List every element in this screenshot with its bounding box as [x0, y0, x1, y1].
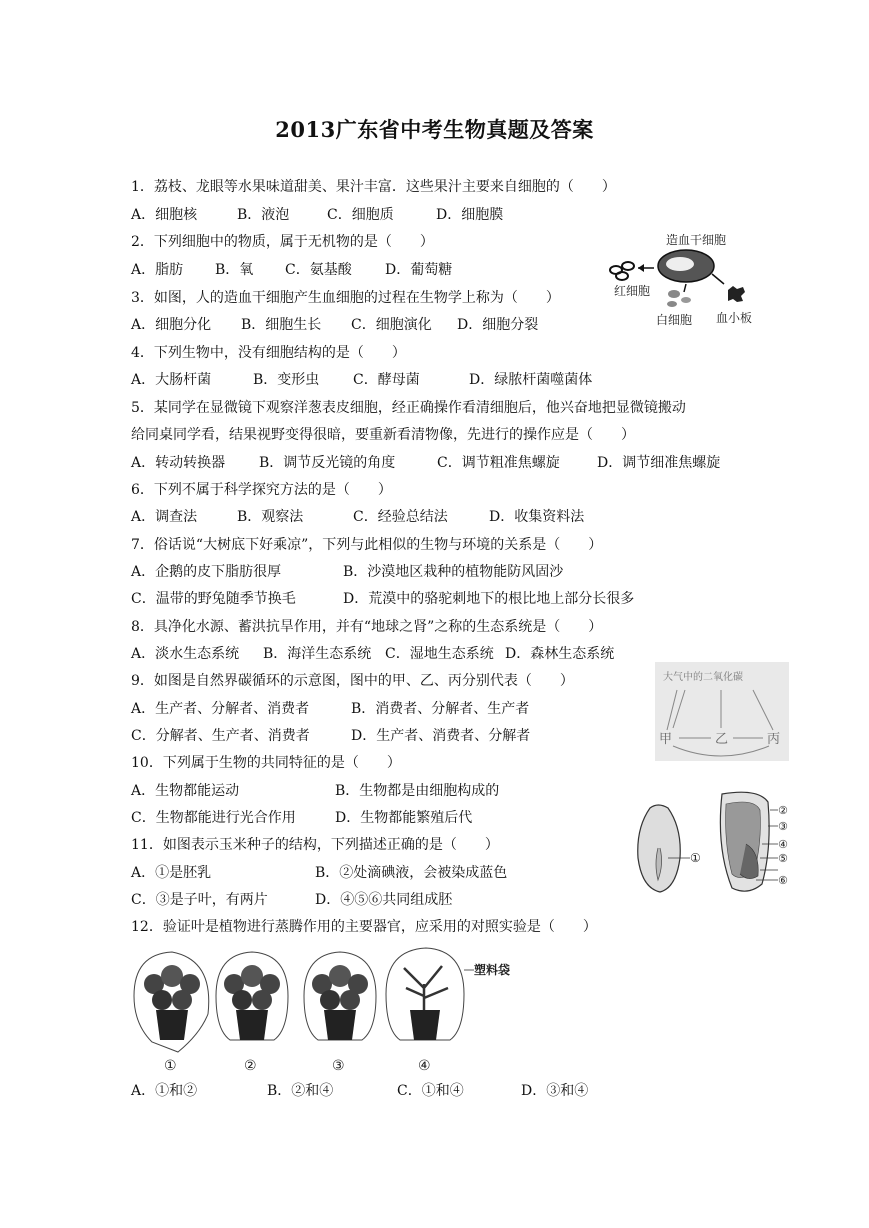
q4-option-c: C．酵母菌 [353, 372, 420, 388]
plants-figure [128, 944, 528, 1074]
q10-option-b: B．生物都是由细胞构成的 [335, 783, 500, 799]
plant-2 [216, 952, 288, 1074]
plant-2-label: ② [244, 1058, 257, 1074]
q7-option-d: D．荒漠中的骆驼刺地下的根比地上部分长很多 [343, 591, 635, 607]
seed-label-1: ① [690, 851, 701, 865]
question-5-stem: 5．某同学在显微镜下观察洋葱表皮细胞，经正确操作看清细胞后，他兴奋地把显微镜搬动 [131, 400, 686, 416]
question-2-stem: 2．下列细胞中的物质，属于无机物的是（ ） [131, 234, 434, 250]
q1-option-c: C．细胞质 [327, 207, 394, 223]
q8-option-c: C．湿地生态系统 [385, 646, 494, 662]
question-3-stem: 3．如图，人的造血干细胞产生血细胞的过程在生物学上称为（ ） [131, 290, 560, 306]
question-5-options [131, 454, 720, 472]
question-7-options-row2 [131, 590, 634, 608]
q12-option-a: A．①和② [131, 1083, 198, 1099]
q4-option-a: A．大肠杆菌 [131, 372, 212, 388]
q7-option-b: B．沙漠地区栽种的植物能防风固沙 [343, 564, 564, 580]
q6-option-d: D．收集资料法 [489, 509, 585, 525]
question-3-options [131, 316, 538, 334]
q1-option-d: D．细胞膜 [436, 207, 504, 223]
seed-label-2: ② [778, 804, 788, 817]
q2-option-b: B．氧 [215, 262, 254, 278]
q9-option-c: C．分解者、生产者、消费者 [131, 728, 310, 744]
plant-1-label: ① [164, 1058, 177, 1074]
q9-option-b: B．消费者、分解者、生产者 [351, 701, 530, 717]
plant-4-label: ④ [418, 1058, 431, 1074]
question-10-options-row2 [131, 809, 472, 827]
seed-label-3: ③ [778, 820, 788, 833]
q5-option-d: D．调节细准焦螺旋 [597, 455, 721, 471]
q3-option-c: C．细胞演化 [351, 317, 432, 333]
question-12-stem: 12．验证叶是植物进行蒸腾作用的主要器官，应采用的对照实验是（ ） [131, 919, 597, 935]
question-6-options [131, 508, 584, 526]
q8-option-d: D．森林生态系统 [505, 646, 615, 662]
q7-option-a: A．企鹅的皮下脂肪很厚 [131, 564, 282, 580]
q10-option-d: D．生物都能繁殖后代 [335, 810, 473, 826]
q4-option-b: B．变形虫 [253, 372, 320, 388]
q12-option-c: C．①和④ [397, 1083, 464, 1099]
q4-option-d: D．绿脓杆菌噬菌体 [469, 372, 593, 388]
platelet-label: 血小板 [716, 311, 753, 325]
question-4-stem: 4．下列生物中，没有细胞结构的是（ ） [131, 345, 406, 361]
q2-option-a: A．脂肪 [131, 262, 184, 278]
q3-option-d: D．细胞分裂 [457, 317, 539, 333]
seed-label-4: ④ [778, 838, 788, 851]
plant-3 [304, 952, 376, 1074]
question-9-stem: 9．如图是自然界碳循环的示意图，图中的甲、乙、丙分别代表（ ） [131, 673, 574, 689]
question-2-options [131, 261, 452, 279]
q3-option-a: A．细胞分化 [131, 317, 212, 333]
atmosphere-co2-label: 大气中的二氧化碳 [663, 672, 743, 683]
carbon-c-label: 丙 [767, 732, 781, 747]
q11-option-a: A．①是胚乳 [131, 865, 212, 881]
question-10-stem: 10．下列属于生物的共同特征的是（ ） [131, 755, 401, 771]
question-4-options [131, 371, 592, 389]
q2-option-d: D．葡萄糖 [385, 262, 453, 278]
q10-option-a: A．生物都能运动 [131, 783, 240, 799]
carbon-a-label: 甲 [659, 732, 673, 747]
q5-option-b: B．调节反光镜的角度 [259, 455, 396, 471]
question-11-stem: 11．如图表示玉米种子的结构，下列描述正确的是（ ） [131, 837, 499, 853]
white-cell-label: 白细胞 [656, 313, 693, 327]
stem-cell-label: 造血干细胞 [666, 233, 727, 247]
q6-option-b: B．观察法 [237, 509, 304, 525]
q1-option-b: B．液泡 [237, 207, 290, 223]
q10-option-c: C．生物都能进行光合作用 [131, 810, 296, 826]
q11-option-b: B．②处滴碘液，会被染成蓝色 [315, 865, 508, 881]
question-8-options [131, 645, 614, 663]
q11-option-d: D．④⑤⑥共同组成胚 [315, 892, 453, 908]
plant-3-label: ③ [332, 1058, 345, 1074]
question-5-stem-cont: 给同桌同学看，结果视野变得很暗，要重新看清物像，先进行的操作应是（ ） [131, 427, 635, 443]
carbon-cycle-figure [655, 662, 789, 761]
question-11-options-row2 [131, 891, 452, 909]
q11-option-c: C．③是子叶，有两片 [131, 892, 268, 908]
question-9-options-row2 [131, 727, 530, 745]
question-12-options [131, 1082, 588, 1100]
q2-option-c: C．氨基酸 [285, 262, 352, 278]
q12-option-b: B．②和④ [267, 1083, 334, 1099]
question-7-options-row1 [131, 563, 563, 581]
q3-option-b: B．细胞生长 [241, 317, 322, 333]
question-11-options-row1 [131, 864, 507, 882]
seed-label-5: ⑤ [778, 852, 788, 865]
q12-option-d: D．③和④ [521, 1083, 589, 1099]
q9-option-a: A．生产者、分解者、消费者 [131, 701, 310, 717]
q5-option-a: A．转动转换器 [131, 455, 226, 471]
question-8-stem: 8．具净化水源、蓄洪抗旱作用，并有“地球之肾”之称的生态系统是（ ） [131, 619, 603, 635]
q7-option-c: C．温带的野兔随季节换毛 [131, 591, 296, 607]
q8-option-b: B．海洋生态系统 [263, 646, 372, 662]
page-title: 2013广东省中考生物真题及答案 [275, 117, 594, 142]
plastic-bag-label: 塑料袋 [474, 963, 511, 977]
corn-seed-figure [628, 788, 798, 900]
plant-4 [386, 948, 510, 1074]
q9-option-d: D．生产者、消费者、分解者 [351, 728, 531, 744]
question-7-stem: 7．俗话说“大树底下好乘凉”，下列与此相似的生物与环境的关系是（ ） [131, 537, 603, 553]
seed-label-6: ⑥ [778, 874, 788, 887]
question-1-options [131, 206, 503, 224]
blood-cell-figure [604, 228, 774, 332]
question-6-stem: 6．下列不属于科学探究方法的是（ ） [131, 482, 392, 498]
question-1-stem: 1．荔枝、龙眼等水果味道甜美、果汁丰富．这些果汁主要来自细胞的（ ） [131, 179, 616, 195]
carbon-b-label: 乙 [715, 732, 729, 747]
q6-option-c: C．经验总结法 [353, 509, 448, 525]
question-10-options-row1 [131, 782, 499, 800]
q8-option-a: A．淡水生态系统 [131, 646, 240, 662]
red-cell-label: 红细胞 [614, 284, 651, 298]
plant-1 [134, 952, 209, 1074]
q1-option-a: A．细胞核 [131, 207, 198, 223]
q5-option-c: C．调节粗准焦螺旋 [437, 455, 560, 471]
question-9-options-row1 [131, 700, 529, 718]
q6-option-a: A．调查法 [131, 509, 198, 525]
